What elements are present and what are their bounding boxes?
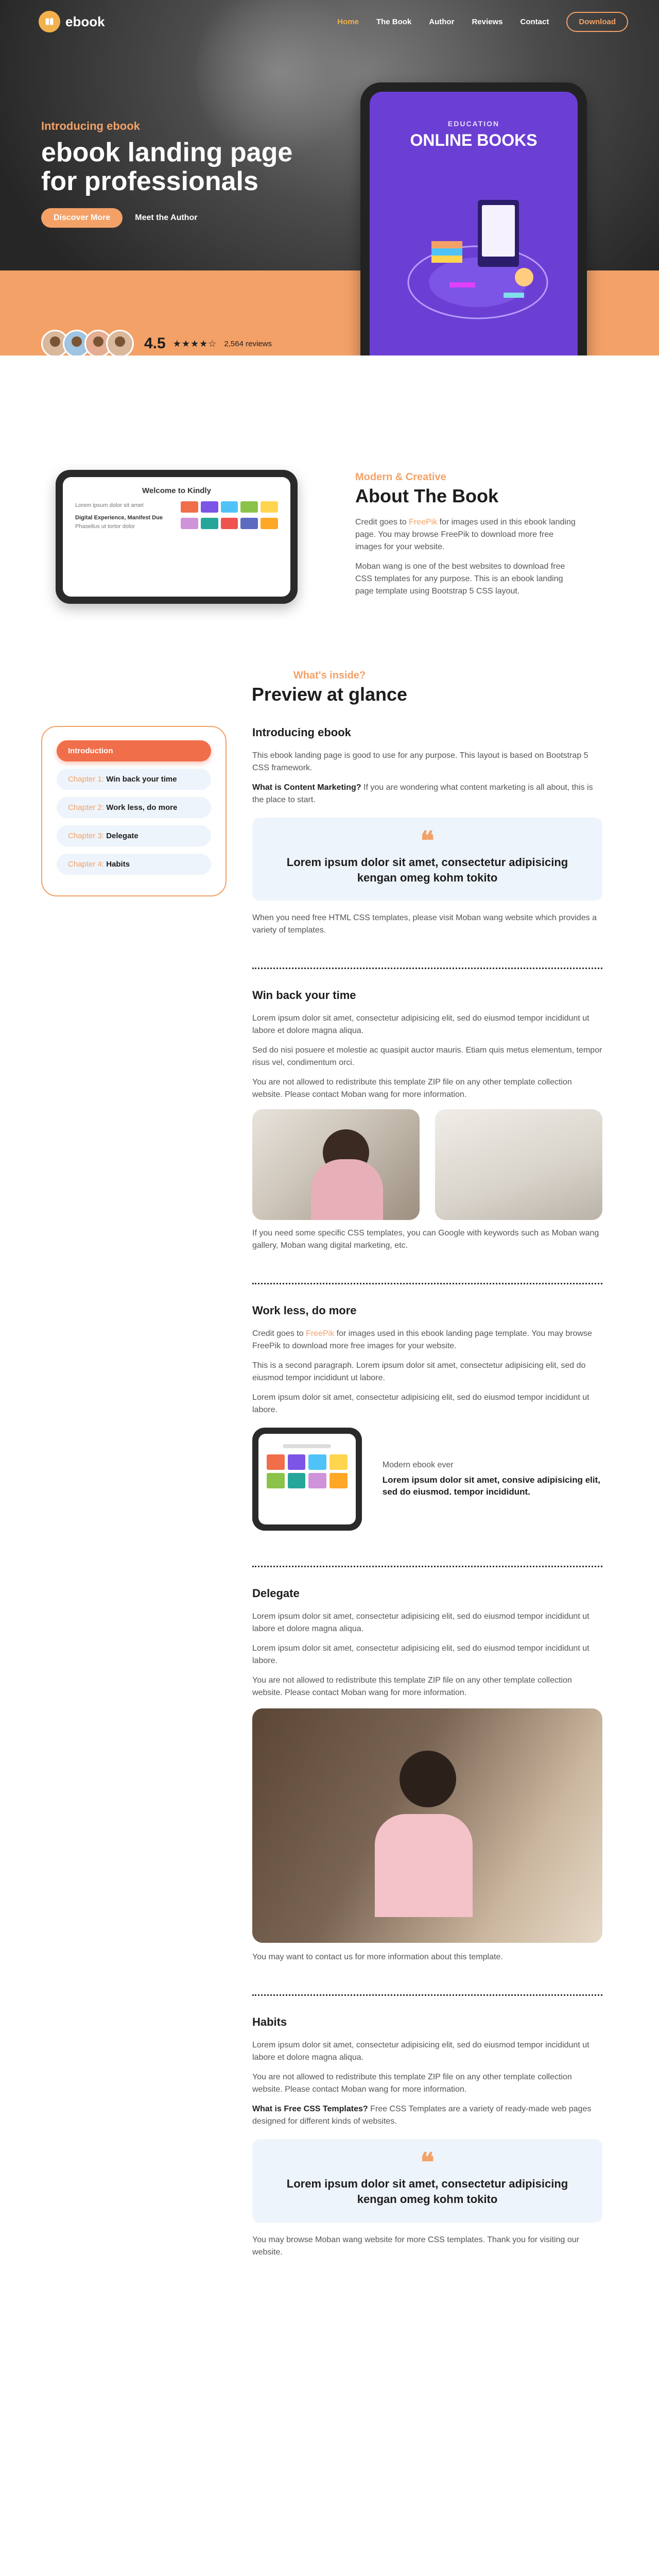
nav-link-author[interactable]: Author — [429, 17, 455, 26]
about-tablet-image — [56, 470, 298, 604]
book-icon — [39, 11, 60, 32]
chapter-paragraph: You are not allowed to redistribute this template ZIP file on any other template collection website. Please contact Moban wang for more information. — [252, 1078, 572, 1099]
hero-tablet — [360, 82, 587, 355]
screen-color-grid — [181, 501, 278, 532]
quote-icon: ❝ — [420, 2147, 435, 2178]
chapter-paragraph: You may browse Moban wang website for more CSS templates. Thank you for visiting our website. — [252, 2235, 579, 2257]
mini-tablet-image — [252, 1428, 362, 1531]
quote-text: Lorem ipsum dolor sit amet, consectetur adipisicing kengan omeg kohm tokito — [286, 2177, 568, 2206]
discover-more-button[interactable]: Discover More — [41, 208, 123, 228]
about-eyebrow: Modern & Creative — [355, 471, 446, 483]
tablet-screen — [370, 92, 578, 355]
hero-subtitle: Introducing ebook — [41, 120, 140, 132]
about-paragraph: Moban wang is one of the best websites to download free CSS templates for any purpose. This is an ebook landing page template using Bootstrap 5 CSS layout. — [355, 562, 565, 596]
nav-link-reviews[interactable]: Reviews — [472, 17, 503, 26]
hero-review-count: 2,564 reviews — [224, 339, 272, 348]
about-paragraph: Credit goes to FreePik for images used in this ebook landing page. You may browse FreePik to download more free images for your website. — [355, 518, 576, 551]
chapter-paragraph: You may want to contact us for more information about this template. — [252, 1953, 503, 1962]
chapter-quote — [252, 2139, 602, 2222]
chapter-title: Habits — [252, 2015, 287, 2029]
toc-item-chapter-2[interactable]: Chapter 2: Work less, do more — [57, 797, 211, 818]
chapter-3 — [252, 1587, 602, 1996]
chapter-4 — [252, 2015, 602, 2289]
tablet-title: ONLINE BOOKS — [410, 131, 537, 149]
chapter-title: Win back your time — [252, 989, 356, 1002]
nav-download-button[interactable]: Download — [566, 12, 628, 32]
quote-icon: ❝ — [420, 825, 435, 856]
screen-line: Lorem ipsum dolor sit amet — [75, 502, 144, 509]
screen-line: Phasellus ut tortor dolor — [75, 523, 135, 530]
author-section — [0, 2552, 659, 2576]
freepik-link[interactable]: FreePik — [409, 518, 438, 527]
hero-section — [0, 0, 659, 355]
freepik-link[interactable]: FreePik — [306, 1329, 335, 1338]
chapter-image-row — [252, 1109, 602, 1220]
chapter-title: Delegate — [252, 1587, 300, 1600]
about-section — [0, 355, 659, 598]
chapter-paragraph: Lorem ipsum dolor sit amet, consectetur adipisicing elit, sed do eiusmod tempor incididunt ut labore. — [252, 1393, 589, 1415]
quote-text: Lorem ipsum dolor sit amet, consectetur adipisicing kengan omeg kohm tokito — [286, 856, 568, 884]
chapter-paragraph: This ebook landing page is good to use for any purpose. This layout is based on Bootstrap 5 CSS framework. — [252, 751, 588, 772]
screen-line: Digital Experience, Manifest Due — [75, 514, 163, 521]
hero-buttons — [41, 208, 330, 228]
desk-notebook-photo — [435, 1109, 602, 1220]
nav-link-the-book[interactable]: The Book — [376, 17, 412, 26]
avatar — [106, 330, 134, 355]
screen-title: Welcome to Kindly — [142, 486, 211, 495]
nav-links — [337, 12, 628, 32]
brand-logo[interactable] — [39, 11, 105, 32]
hero-rating: 4.5 — [144, 335, 166, 352]
hero-star-rating: ★★★★☆ — [172, 338, 217, 349]
author-library-photo — [252, 1708, 602, 1943]
chapter-paragraph: Credit goes to FreePik for images used in this ebook landing page template. You may browse FreePik to download more free images for your website. — [252, 1329, 592, 1351]
toc-item-chapter-1[interactable]: Chapter 1: Win back your time — [57, 769, 211, 790]
chapter-paragraph: This is a second paragraph. Lorem ipsum dolor sit amet, consectetur adipisicing elit, sed do eiusmod tempor incididunt ut labore. — [252, 1361, 586, 1383]
chapter-paragraph: Sed do nisi posuere et molestie ac quasipit auctor mauris. Etiam quis metus elementum, tempor risus vel, condimentum orci. — [252, 1046, 602, 1067]
chapter-content — [252, 726, 602, 2309]
tablet-kicker: EDUCATION — [447, 120, 500, 128]
preview-eyebrow: What's inside? — [293, 670, 366, 681]
hero-reviews — [41, 330, 272, 355]
chapter-paragraph: When you need free HTML CSS templates, please visit Moban wang website which provides a variety of templates. — [252, 913, 597, 935]
chapter-paragraph: You are not allowed to redistribute this template ZIP file on any other template collection website. Please contact Moban wang for more information. — [252, 1676, 572, 1698]
note-text: Lorem ipsum dolor sit amet, consive adipisicing elit, sed do eiusmod. tempor incididunt. — [382, 1475, 601, 1497]
toc-item-chapter-4[interactable]: Chapter 4: Habits — [57, 854, 211, 875]
chapter-paragraph: If you need some specific CSS templates, you can Google with keywords such as Moban wang gallery, Moban wang digital marketing, etc. — [252, 1229, 599, 1250]
chapter-title: Work less, do more — [252, 1304, 357, 1317]
nav-link-contact[interactable]: Contact — [520, 17, 549, 26]
chapter-paragraph: What is Free CSS Templates? Free CSS Templates are a variety of ready-made web pages designed for different kinds of websites. — [252, 2105, 592, 2126]
about-title: About The Book — [355, 485, 498, 506]
about-info — [355, 471, 577, 605]
preview-section — [0, 726, 659, 2524]
tablet-note-row — [252, 1428, 602, 1531]
nav-link-home[interactable]: Home — [337, 17, 359, 26]
chapter-introduction — [252, 726, 602, 969]
woman-reading-photo — [252, 1109, 420, 1220]
hero-text — [41, 120, 330, 228]
reviewer-avatars — [41, 330, 128, 355]
chapter-quote — [252, 818, 602, 901]
chapter-paragraph: What is Content Marketing? If you are wondering what content marketing is all about, this is the place to start. — [252, 783, 593, 804]
chapter-navigation — [41, 726, 227, 896]
preview-header — [0, 670, 659, 705]
chapter-paragraph: Lorem ipsum dolor sit amet, consectetur adipisicing elit, sed do eiusmod tempor incididunt ut labore et dolore magna aliqua. — [252, 1014, 589, 1036]
chapter-paragraph: Lorem ipsum dolor sit amet, consectetur adipisicing elit, sed do eiusmod tempor incididunt ut labore et dolore magna aliqua. — [252, 1612, 589, 1634]
tablet-screen — [258, 1434, 356, 1524]
brand-name: ebook — [65, 13, 105, 29]
tablet-screen — [63, 477, 290, 597]
top-navbar — [0, 0, 659, 43]
chapter-title: Introducing ebook — [252, 726, 351, 739]
toc-item-chapter-3[interactable]: Chapter 3: Delegate — [57, 825, 211, 846]
chapter-1 — [252, 989, 602, 1284]
hero-title: ebook landing page for professionals — [41, 138, 293, 197]
isometric-books-illustration — [401, 179, 555, 329]
chapter-paragraph: You are not allowed to redistribute this template ZIP file on any other template collection website. Please contact Moban wang for more information. — [252, 2073, 572, 2094]
chapter-paragraph: Lorem ipsum dolor sit amet, consectetur adipisicing elit, sed do eiusmod tempor incididunt ut labore et dolore magna aliqua. — [252, 2041, 589, 2062]
preview-title: Preview at glance — [251, 684, 408, 705]
chapter-2 — [252, 1304, 602, 1567]
chapter-paragraph: Lorem ipsum dolor sit amet, consectetur adipisicing elit, sed do eiusmod tempor incididunt ut labore. — [252, 1644, 589, 1666]
note-label: Modern ebook ever — [382, 1460, 454, 1469]
tablet-note — [383, 1461, 602, 1499]
toc-item-introduction[interactable]: Introduction — [57, 740, 211, 761]
meet-author-link[interactable]: Meet the Author — [135, 213, 198, 223]
